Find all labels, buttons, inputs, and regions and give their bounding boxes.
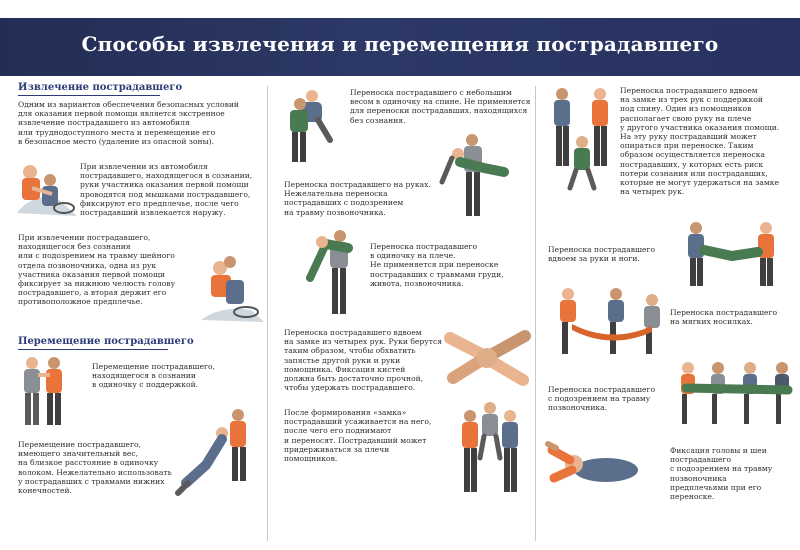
back-carry-illustration [278,88,340,166]
soft-stretcher-illustration [556,286,666,358]
arms-legs-carry-text: Переноска пострадавшего вдвоем за руки и ноги. [548,245,656,264]
section-underline-extraction [18,95,160,96]
three-hand-lock-text: Переноска пострадавшего вдвоем на замке из трех рук с поддержкой под спину. Один из помощников располагает свою руку на плече у другого участника оказания помощи. На эту руку пострадавший может опираться при переноске. Таким образом осуществляется переноска пострадавших, у которых есть риск потери сознания или пострадавших, которые не могут удержаться на замке на четырех рук. [620,86,780,197]
shoulder-carry-text: Переноска пострадавшего в одиночку на плече. Не применяется при переноске пострадавших с травмами груди, живота, позвоночника. [370,242,504,288]
car-extraction-illustration [12,158,82,220]
unconscious-extraction-text: При извлечении пострадавшего, находящегося без сознания или с подозрением на травму шейного отдела позвоночника, одна из рук участника оказания первой помощи фиксирует за нижнюю челюсть голову пострадавшего, а вторая держит его противоположное предплечье. [18,233,176,307]
spine-carry-text: Переноска пострадавшего с подозрением на травму позвоночника. [548,385,656,413]
supported-walk-illustration [14,355,76,430]
page-title: Способы извлечения и перемещения пострадавшего [81,32,719,56]
header [0,0,800,92]
car-extraction-text: При извлечении из автомобиля пострадавшего, находящегося в сознании, руки участника оказания первой помощи проводятся под мышками пострадавшего, фиксируют его предплечье, после чего пострадавший извлекается наружу. [80,162,253,218]
drag-text: Перемещение пострадавшего, имеющего значительный вес, на близкое расстояние в одиночку волоком. Нежелательно использовать у пострадавших с травмами нижних конечностей. [18,440,172,496]
four-hand-carry-illustration [458,400,528,498]
drag-illustration [176,405,266,500]
back-carry-text: Переноска пострадавшего с небольшим весом в одиночку на спине. Не применяется для переноски пострадавших, находящихся без сознания. [350,88,531,125]
arms-legs-carry-illustration [682,220,782,290]
section-underline-moving [18,349,168,350]
column-divider-2 [535,86,536,541]
title-banner [0,18,800,76]
section-title-moving: Перемещение пострадавшего [18,336,194,347]
unconscious-extraction-illustration [196,250,266,325]
head-fixation-illustration [546,430,636,488]
extraction-intro-text: Одним из вариантов обеспечения безопасных условий для оказания первой помощи является экстренное извлечение пострадавшего из автомобиля или труднодоступного места и перемещение его в безопасное место (удаление из опасной зоны). [18,100,239,146]
supported-walk-text: Перемещение пострадавшего, находящегося в сознании в одиночку с поддержкой. [92,362,215,390]
soft-stretcher-text: Переноска пострадавшего на мягких носилках. [670,308,778,327]
column-divider-1 [267,86,268,541]
four-hand-lock-illustration [445,318,530,393]
four-hand-lock-text: Переноска пострадавшего вдвоем на замке из четырех рук. Руки берутся таким образом, чтобы обхватить запястье другой руки и руки помощника. Фиксация кистей должна быть достаточно прочной, чтобы удержать пострадавшего. [284,328,443,393]
arms-carry-text: Переноска пострадавшего на руках. Нежелательна переноска пострадавших с подозрением на травму позвоночника. [284,180,431,217]
arms-carry-illustration [438,132,518,227]
shoulder-carry-illustration [296,228,366,320]
head-fixation-text: Фиксация головы и шеи пострадавшего с подозрением на травму позвоночника предплечьями при его переноске. [670,446,773,502]
section-title-extraction: Извлечение пострадавшего [18,82,183,93]
three-hand-lock-illustration [548,84,616,194]
after-lock-text: После формирования «замка» пострадавший усаживается на него, после чего его поднимают и переносят. Пострадавший может придерживаться за плечи помощников. [284,408,432,464]
spine-carry-illustration [678,358,796,430]
